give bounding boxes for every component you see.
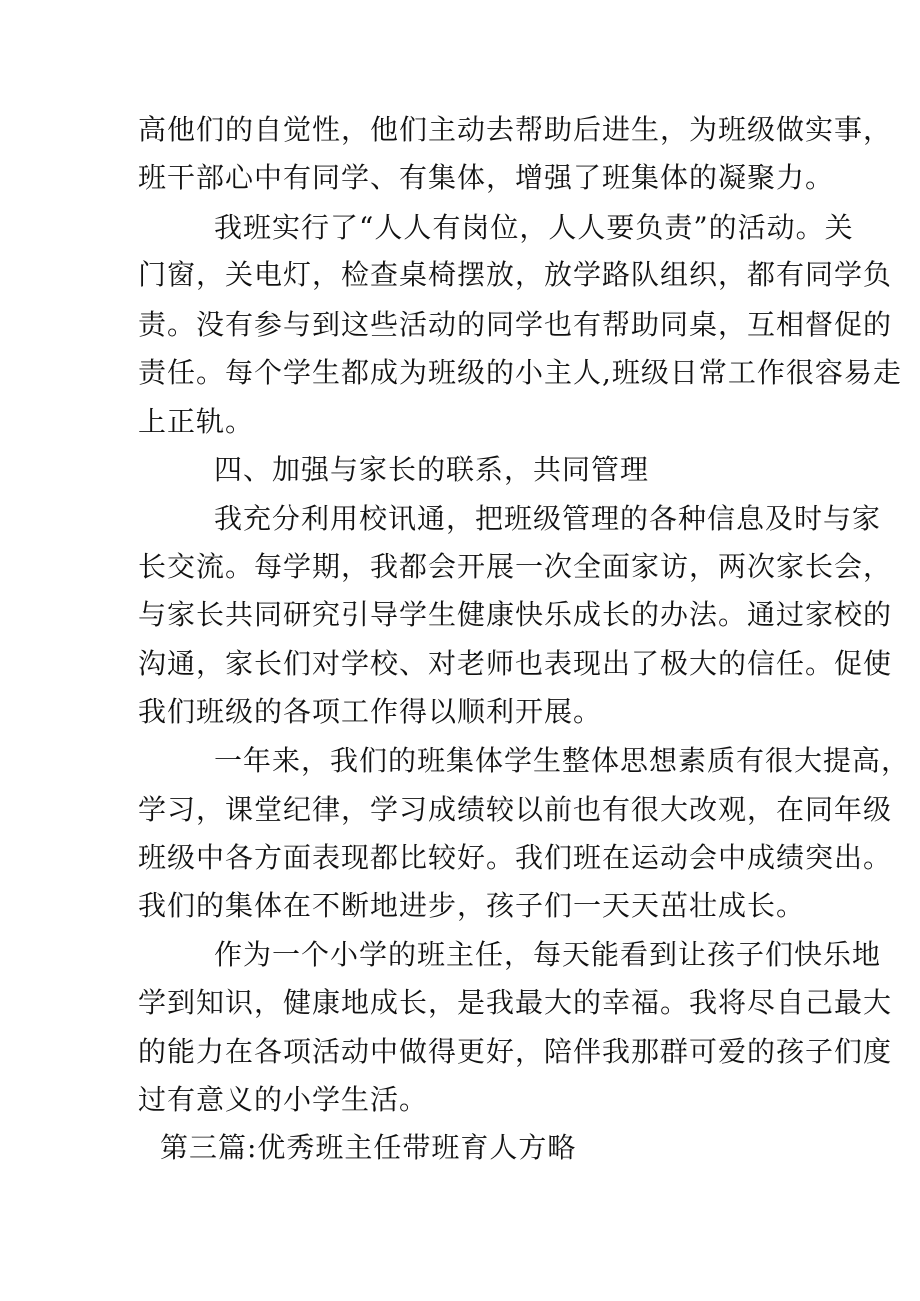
section-heading: 四、加强与家长的联系，共同管理 (214, 453, 650, 486)
section-title: 第三篇:优秀班主任带班育人方略 (160, 1131, 577, 1164)
paragraph-line: 责任。每个学生都成为班级的小主人,班级日常工作很容易走 (138, 356, 902, 389)
paragraph-line: 班级中各方面表现都比较好。我们班在运动会中成绩突出。 (138, 841, 893, 874)
paragraph-line: 我班实行了“人人有岗位，人人要负责”的活动。关 (214, 211, 854, 244)
paragraph-line: 的能力在各项活动中做得更好，陪伴我那群可爱的孩子们度 (138, 1035, 893, 1068)
paragraph-line: 沟通，家长们对学校、对老师也表现出了极大的信任。促使 (138, 647, 893, 680)
paragraph-line: 长交流。每学期，我都会开展一次全面家访，两次家长会， (138, 550, 893, 583)
paragraph-line: 学到知识，健康地成长，是我最大的幸福。我将尽自己最大 (138, 986, 893, 1019)
paragraph-line: 责。没有参与到这些活动的同学也有帮助同桌，互相督促的 (138, 308, 893, 341)
paragraph-line: 与家长共同研究引导学生健康快乐成长的办法。通过家校的 (138, 598, 893, 631)
paragraph-line: 班干部心中有同学、有集体，增强了班集体的凝聚力。 (138, 161, 835, 194)
paragraph-line: 学习，课堂纪律，学习成绩较以前也有很大改观，在同年级 (138, 793, 893, 826)
paragraph-line: 我们班级的各项工作得以顺利开展。 (138, 695, 603, 728)
paragraph-line: 高他们的自觉性，他们主动去帮助后进生，为班级做实事， (138, 113, 893, 146)
paragraph-line: 我充分利用校讯通，把班级管理的各种信息及时与家 (214, 502, 882, 535)
paragraph-line: 作为一个小学的班主任，每天能看到让孩子们快乐地 (214, 938, 882, 971)
paragraph-line: 我们的集体在不断地进步，孩子们一天天茁壮成长。 (138, 889, 806, 922)
paragraph-line: 过有意义的小学生活。 (138, 1083, 429, 1116)
paragraph-line: 门窗，关电灯，检查桌椅摆放，放学路队组织，都有同学负 (138, 258, 893, 291)
paragraph-line: 一年来，我们的班集体学生整体思想素质有很大提高， (214, 744, 911, 777)
paragraph-line: 上正轨。 (138, 405, 255, 438)
